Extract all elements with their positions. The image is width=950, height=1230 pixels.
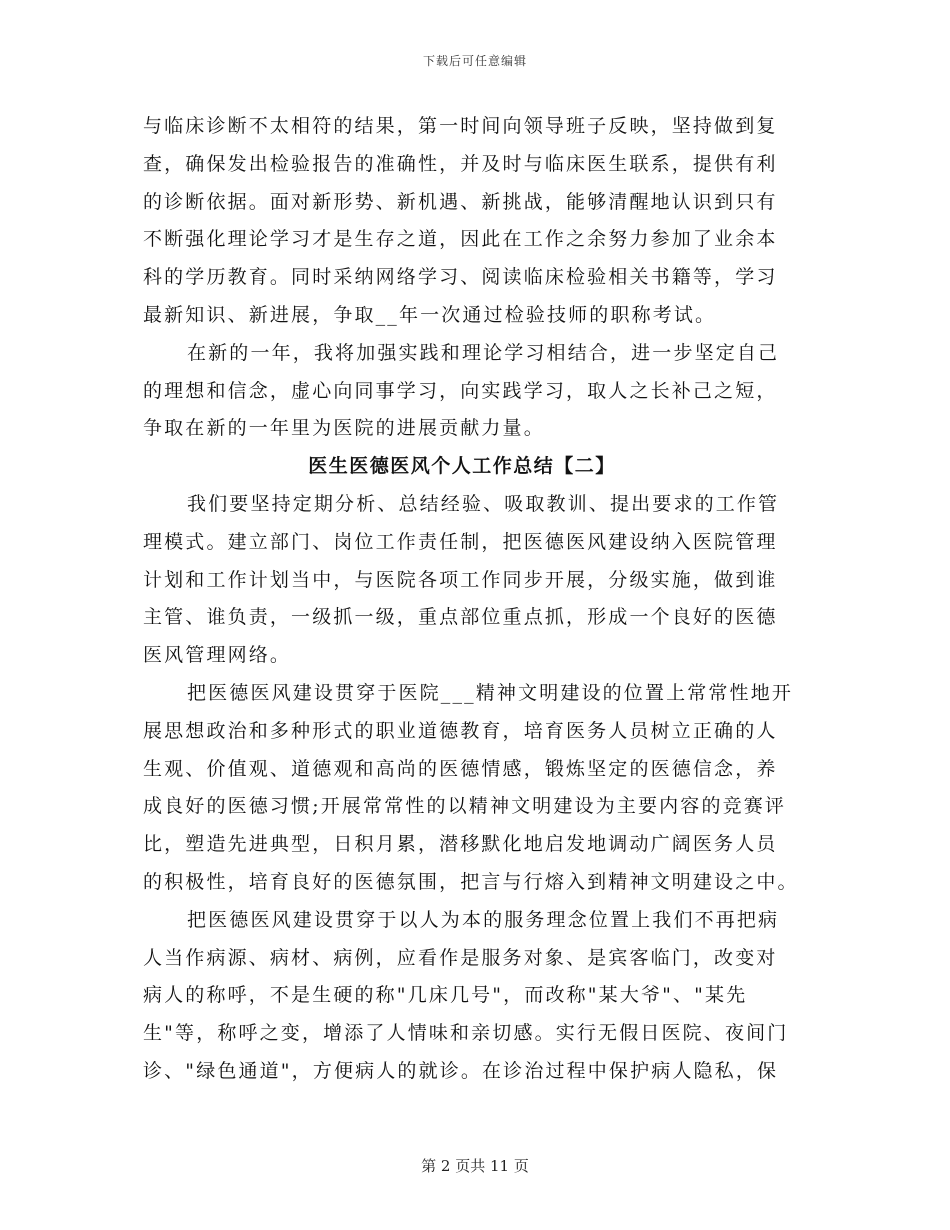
text-line: 争取在新的一年里为医院的进展贡献力量。	[143, 417, 545, 440]
page-header-note: 下载后可任意编辑	[422, 54, 527, 68]
text-line: 诊、"绿色通道"，方便病人的就诊。在诊治过程中保护病人隐私，保	[143, 1059, 779, 1082]
text-line: 医风管理网络。	[143, 644, 292, 667]
text-line: 在新的一年，我将加强实践和理论学习相结合，进一步坚定自己	[187, 341, 780, 364]
document-body	[143, 108, 811, 1091]
text-line: 把医德医风建设贯穿于以人为本的服务理念位置上我们不再把病	[187, 908, 780, 931]
text-line: 主管、谁负责，一级抓一级，重点部位重点抓，形成一个良好的医德	[143, 606, 778, 629]
text-line: 展思想政治和多种形式的职业道德教育，培育医务人员树立正确的人	[143, 719, 778, 742]
text-line: 成良好的医德习惯;开展常常性的以精神文明建设为主要内容的竞赛评	[143, 795, 787, 818]
text-line: 科的学历教育。同时采纳网络学习、阅读临床检验相关书籍等，学习	[143, 266, 778, 289]
text-line: 人当作病源、病材、病例，应看作是服务对象、是宾客临门，改变对	[143, 946, 778, 969]
text-line: 我们要坚持定期分析、总结经验、吸取教训、提出要求的工作管	[187, 492, 780, 515]
text-line: 与临床诊断不太相符的结果，第一时间向领导班子反映，坚持做到复	[143, 115, 778, 137]
text-line: 不断强化理论学习才是生存之道，因此在工作之余努力参加了业余本	[143, 228, 778, 251]
text-line: 的理想和信念，虚心向同事学习，向实践学习，取人之长补己之短，	[143, 379, 778, 402]
text-line: 生"等，称呼之变，增添了人情味和亲切感。实行无假日医院、夜间门	[143, 1022, 789, 1045]
page-number: 第 2 页共 11 页	[421, 1157, 529, 1175]
text-line: 病人的称呼，不是生硬的称"几床几号"，而改称"某大爷"、"某先	[143, 984, 748, 1007]
text-line: 把医德医风建设贯穿于医院___精神文明建设的位置上常常性地开	[187, 681, 794, 704]
text-line: 比，塑造先进典型，日积月累，潜移默化地启发地调动广阔医务人员	[143, 833, 778, 856]
text-line: 理模式。建立部门、岗位工作责任制，把医德医风建设纳入医院管理	[143, 530, 778, 553]
section-heading: 医生医德医风个人工作总结【二】	[308, 455, 616, 478]
text-line: 计划和工作计划当中，与医院各项工作同步开展，分级实施，做到谁	[143, 568, 778, 591]
text-line: 的积极性，培育良好的医德氛围，把言与行熔入到精神文明建设之中。	[143, 870, 799, 893]
text-line: 生观、价值观、道德观和高尚的医德情感，锻炼坚定的医德信念，养	[143, 757, 778, 780]
text-line: 查，确保发出检验报告的准确性，并及时与临床医生联系，提供有利	[143, 152, 778, 175]
text-line: 的诊断依据。面对新形势、新机遇、新挑战，能够清醒地认识到只有	[143, 190, 778, 213]
text-line: 最新知识、新进展，争取__年一次通过检验技师的职称考试。	[143, 303, 717, 326]
